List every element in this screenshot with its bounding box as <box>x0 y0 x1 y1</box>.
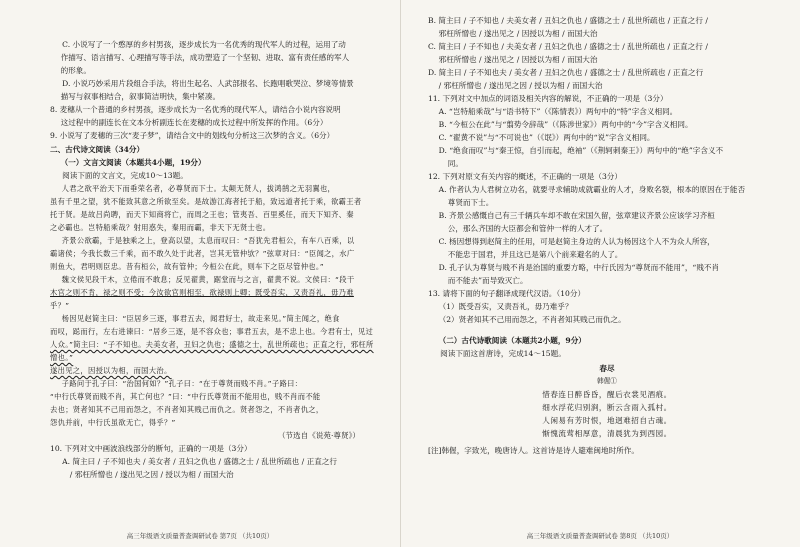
option-line: 同。 <box>447 159 463 168</box>
q11-options <box>428 105 786 170</box>
passage-line: 人君之欲平治天下而垂荣名者，必尊贤而下士。太颠无贤人，拔鸿鹄之无羽翼也， <box>61 184 336 193</box>
option-line: 而不能去”而导致灭亡。 <box>447 276 528 285</box>
option-line: / 邪枉所憎也 / 遂出见之因 / 授以为相 / 而国大治 <box>69 470 234 479</box>
poem-title: 春尽 <box>599 364 615 373</box>
question-12: 12. 下列对原文有关内容的概述，不正确的一项是（3分） <box>428 172 622 181</box>
question-9: 9. 小说写了麦穗的三次“麦子梦”，请结合文中的划线句分析这三次梦的含义。（6分） <box>50 131 335 140</box>
option-line: D. 简主曰 / 子不知也夫 / 美女者 / 丑妇之仇也 / 盛德之士 / 乱世所疏也 / 正直之行 <box>428 68 704 77</box>
poem-author: 韩偓① <box>597 377 617 385</box>
passage-line: 杨因见赵简主曰：“臣居乡三逐，事君五去，闻君好士，故走来见。”简主闻之，绝食 <box>61 314 340 323</box>
passage-line: 去也；贤者知其不己用而怨之，不肖者知其贱己而仇之。贤者怨之，不肖者仇之， <box>50 405 324 414</box>
question-11: 11. 下列对文中加点的词语及相关内容的解说，不正确的一项是（3分） <box>428 94 668 103</box>
passage-line: “中行氏尊贤而贱不肖，其亡何也？”曰：“中行氏尊贤而不能用也，贱不肖而不能 <box>50 392 321 401</box>
option-line: 不能忠于国君，并且这已是第八个前来避名的人了。 <box>447 250 623 259</box>
passage-line: 魏文侯见段干木，立倦而不敢息；反见翟黄，踞堂而与之言，翟黄不说。文侯曰：“段干 <box>61 275 355 284</box>
passage-line: 齐景公欲霸，于是独乘之上，登高以望，太息而叹曰：“吾犹先君桓公，有车八百乘，以 <box>61 236 355 245</box>
text-line: D. 小说巧妙采用片段组合手法，将出生起名、人武部报名、长跑唱歌哭泣、梦境等情景 <box>62 79 354 88</box>
passage-line: 托于贤。是故吕尚聘，而天下知商将亡，而周之王也；管夷吾、百里奚任，而天下知齐、秦 <box>50 210 354 219</box>
q12-options <box>428 183 786 287</box>
text-line: 描写与叙事相结合，叙事简洁明快，集中紧凑。 <box>60 92 221 101</box>
passage-line: 霸诸侯；今我长数三千乘，而不敢久处于此者，岂其无管仲欤？”弦章对曰：“臣闻之，水广 <box>50 249 355 258</box>
passage-line: 子路问于孔子曰：“治国何如？”孔子曰：“在于尊贤而贱不肖。”子路曰： <box>61 379 303 388</box>
wavy-underlined-line: 人众。”简主曰：“子不知也。夫美女者，丑妇之仇也；盛德之士，乱世所疏也；正直之行，邪枉所憎也。” <box>50 340 374 362</box>
option-line: 公，那么齐国的大臣都会和管仲一样的人才了。 <box>447 224 608 233</box>
page-footer: 高三年级语文质量普查调研试卷 第7页 （共10页） <box>126 532 274 540</box>
right-page <box>400 0 800 547</box>
question-8 <box>50 103 380 129</box>
passage-line: 而叹，跽而行，左右进谏曰：“居乡三逐，是不容众也；事君五去，是不忠上也。今君有士，见过 <box>50 327 374 336</box>
q10-options <box>428 14 786 92</box>
option-line: C. “翟黄不说”与“不可说也”（《氓》）两句中的“说”字含义相同。 <box>438 133 655 142</box>
translation-item: （2）贤者知其不己用而怨之，不肖者知其贱己而仇之。 <box>438 315 626 324</box>
passage-line: 乎？” <box>50 301 70 310</box>
option-line: B. 简主曰 / 子不知也 / 夫美女者 / 丑妇之仇也 / 盛德之士 / 乱世所疏也 / 正直之行 / <box>428 16 708 25</box>
passage-source: （节选自《说苑·尊贤》） <box>277 431 360 440</box>
page-footer: 高三年级语文质量普查调研试卷 第8页 （共10页） <box>526 532 674 540</box>
classical-passage <box>50 182 380 429</box>
poem-body <box>428 388 786 440</box>
option-line: A. “岂特船乘哉”与“语书特下”（《陈情表》）两句中的“特”字含义相同。 <box>438 107 678 116</box>
subsection-heading: （一）文言文阅读（本题共4小题，19分） <box>60 158 206 167</box>
subsection-heading: （二）古代诗歌阅读（本题共2小题，9分） <box>438 336 586 345</box>
poem-line: 惜春连日醉昏昏，醒后衣裳见酒痕。 <box>542 390 672 399</box>
underlined-passage-line: 木官之则不肯，禄之则不受；今汝欲官则相至，欲禄则上卿；既受吾实，又责吾礼，毋乃难 <box>50 288 354 297</box>
passage-line: 之必霸也。岂特船乘哉？射用惑失，秦用而霸，非天下无贤士也。 <box>50 223 271 232</box>
translation-item: （1）既受吾实，又责吾礼，毋乃难乎？ <box>438 302 573 311</box>
reading-instruction: 阅读下面这首唐诗，完成14～15题。 <box>440 349 566 358</box>
passage-line: 虽有千里之望，犹不能致其意之所欲至矣。是故游江海者托于船，致远道者托于乘，欲霸王者 <box>50 197 362 206</box>
text-line: 这过程中的副连长在文本分析副连长在麦穗的成长过程中所发挥的作用。（6分） <box>60 118 328 127</box>
passage-line: 怨仇并前，中行氏虽欲无亡，得乎？” <box>50 418 176 427</box>
text-line: 作描写、语言描写、心理描写等手法，成功塑造了一个坚韧、进取、富有责任感的军人 <box>60 53 350 62</box>
question-10: 10. 下列对文中画波浪线部分的断句，正确的一项是（3分） <box>50 444 252 453</box>
text-line: C. 小说写了一个憨厚的乡村男孩，逐步成长为一名优秀的现代军人的过程，运用了动 <box>62 40 346 49</box>
section-heading: 二、古代诗文阅读（34分） <box>50 145 145 154</box>
option-line: B. 齐景公感慨自己有三千辆兵车却不敢在宋国久留，弦章建议齐景公应该学习齐桓 <box>438 211 715 220</box>
option-line: D. 孔子认为尊贤与贱不肖是治国的重要方略，中行氏因为“尊贤而不能用”，“贱不肖 <box>438 263 720 272</box>
option-line: D. “绝食而叹”与“秦王惊，自引而起，绝袖”（《荆轲刺秦王》）两句中的“绝”字含义不 <box>438 146 724 155</box>
text-line: 的形象。 <box>60 66 91 75</box>
option-line: 邪枉所憎也 / 遂出见之 / 因授以为相 / 而国大治 <box>438 29 598 38</box>
option-line: C. 杨因想得到赵简主的任用，可是赵简主身边的人认为杨因这个人不为众人所容， <box>438 237 715 246</box>
option-line: 尊贤而下士。 <box>447 198 494 207</box>
question-13: 13. 请将下面的句子翻译成现代汉语。（10分） <box>428 289 586 298</box>
option-line: A. 作者认为人君树立功名，就要寻求辅助成就霸业的人才，身败名裂，根本的原因在于能否 <box>438 185 746 194</box>
poem-line: 细水浮花归别涧，断云含雨入孤村。 <box>542 403 672 412</box>
text-line: 8. 麦穗从一个普通的乡村男孩，逐步成长为一名优秀的现代军人，请结合小说内容说明 <box>50 105 341 114</box>
option-line: A. 简主曰 / 子不知也夫 / 美女者 / 丑妇之仇也 / 盛德之士 / 乱世所疏也 / 正直之行 <box>62 457 337 466</box>
option-line: / 邪枉所憎也 / 遂出见之因 / 授以为相 / 而国大治 <box>438 81 603 90</box>
poem-note: [注]韩偓，字致光，晚唐诗人。这首诗是诗人避难闽地时所作。 <box>428 446 639 455</box>
reading-instruction: 阅读下面的文言文，完成10～13题。 <box>62 171 188 180</box>
wavy-underlined-line: 遂出见之，因授以为相，而国大治。 <box>50 366 172 375</box>
poem-line: 人闲易有芳时恨，地迥难招自古魂。 <box>542 416 672 425</box>
option-line: C. 简主曰 / 子不知也 / 夫美女者 / 丑妇之仇也 / 盛德之士 / 乱世所疏也 / 正直之行 / <box>428 42 708 51</box>
option-line: 邪枉所憎也 / 遂出见之 / 因授以为相 / 而国大治 <box>438 55 598 64</box>
passage-line: 则鱼大，君明则臣忠。昔有桓公，故有管仲；今桓公在此，则车下之臣尽管仲也。” <box>50 262 324 271</box>
q7-options <box>50 38 380 103</box>
poem-line: 惭愧流莺相厚意，清晨犹为到西园。 <box>542 429 672 438</box>
option-line: B. “今桓公在此”与“翦势令辞哉”（《陈涉世家》）两句中的“今”字含义相同。 <box>438 120 693 129</box>
